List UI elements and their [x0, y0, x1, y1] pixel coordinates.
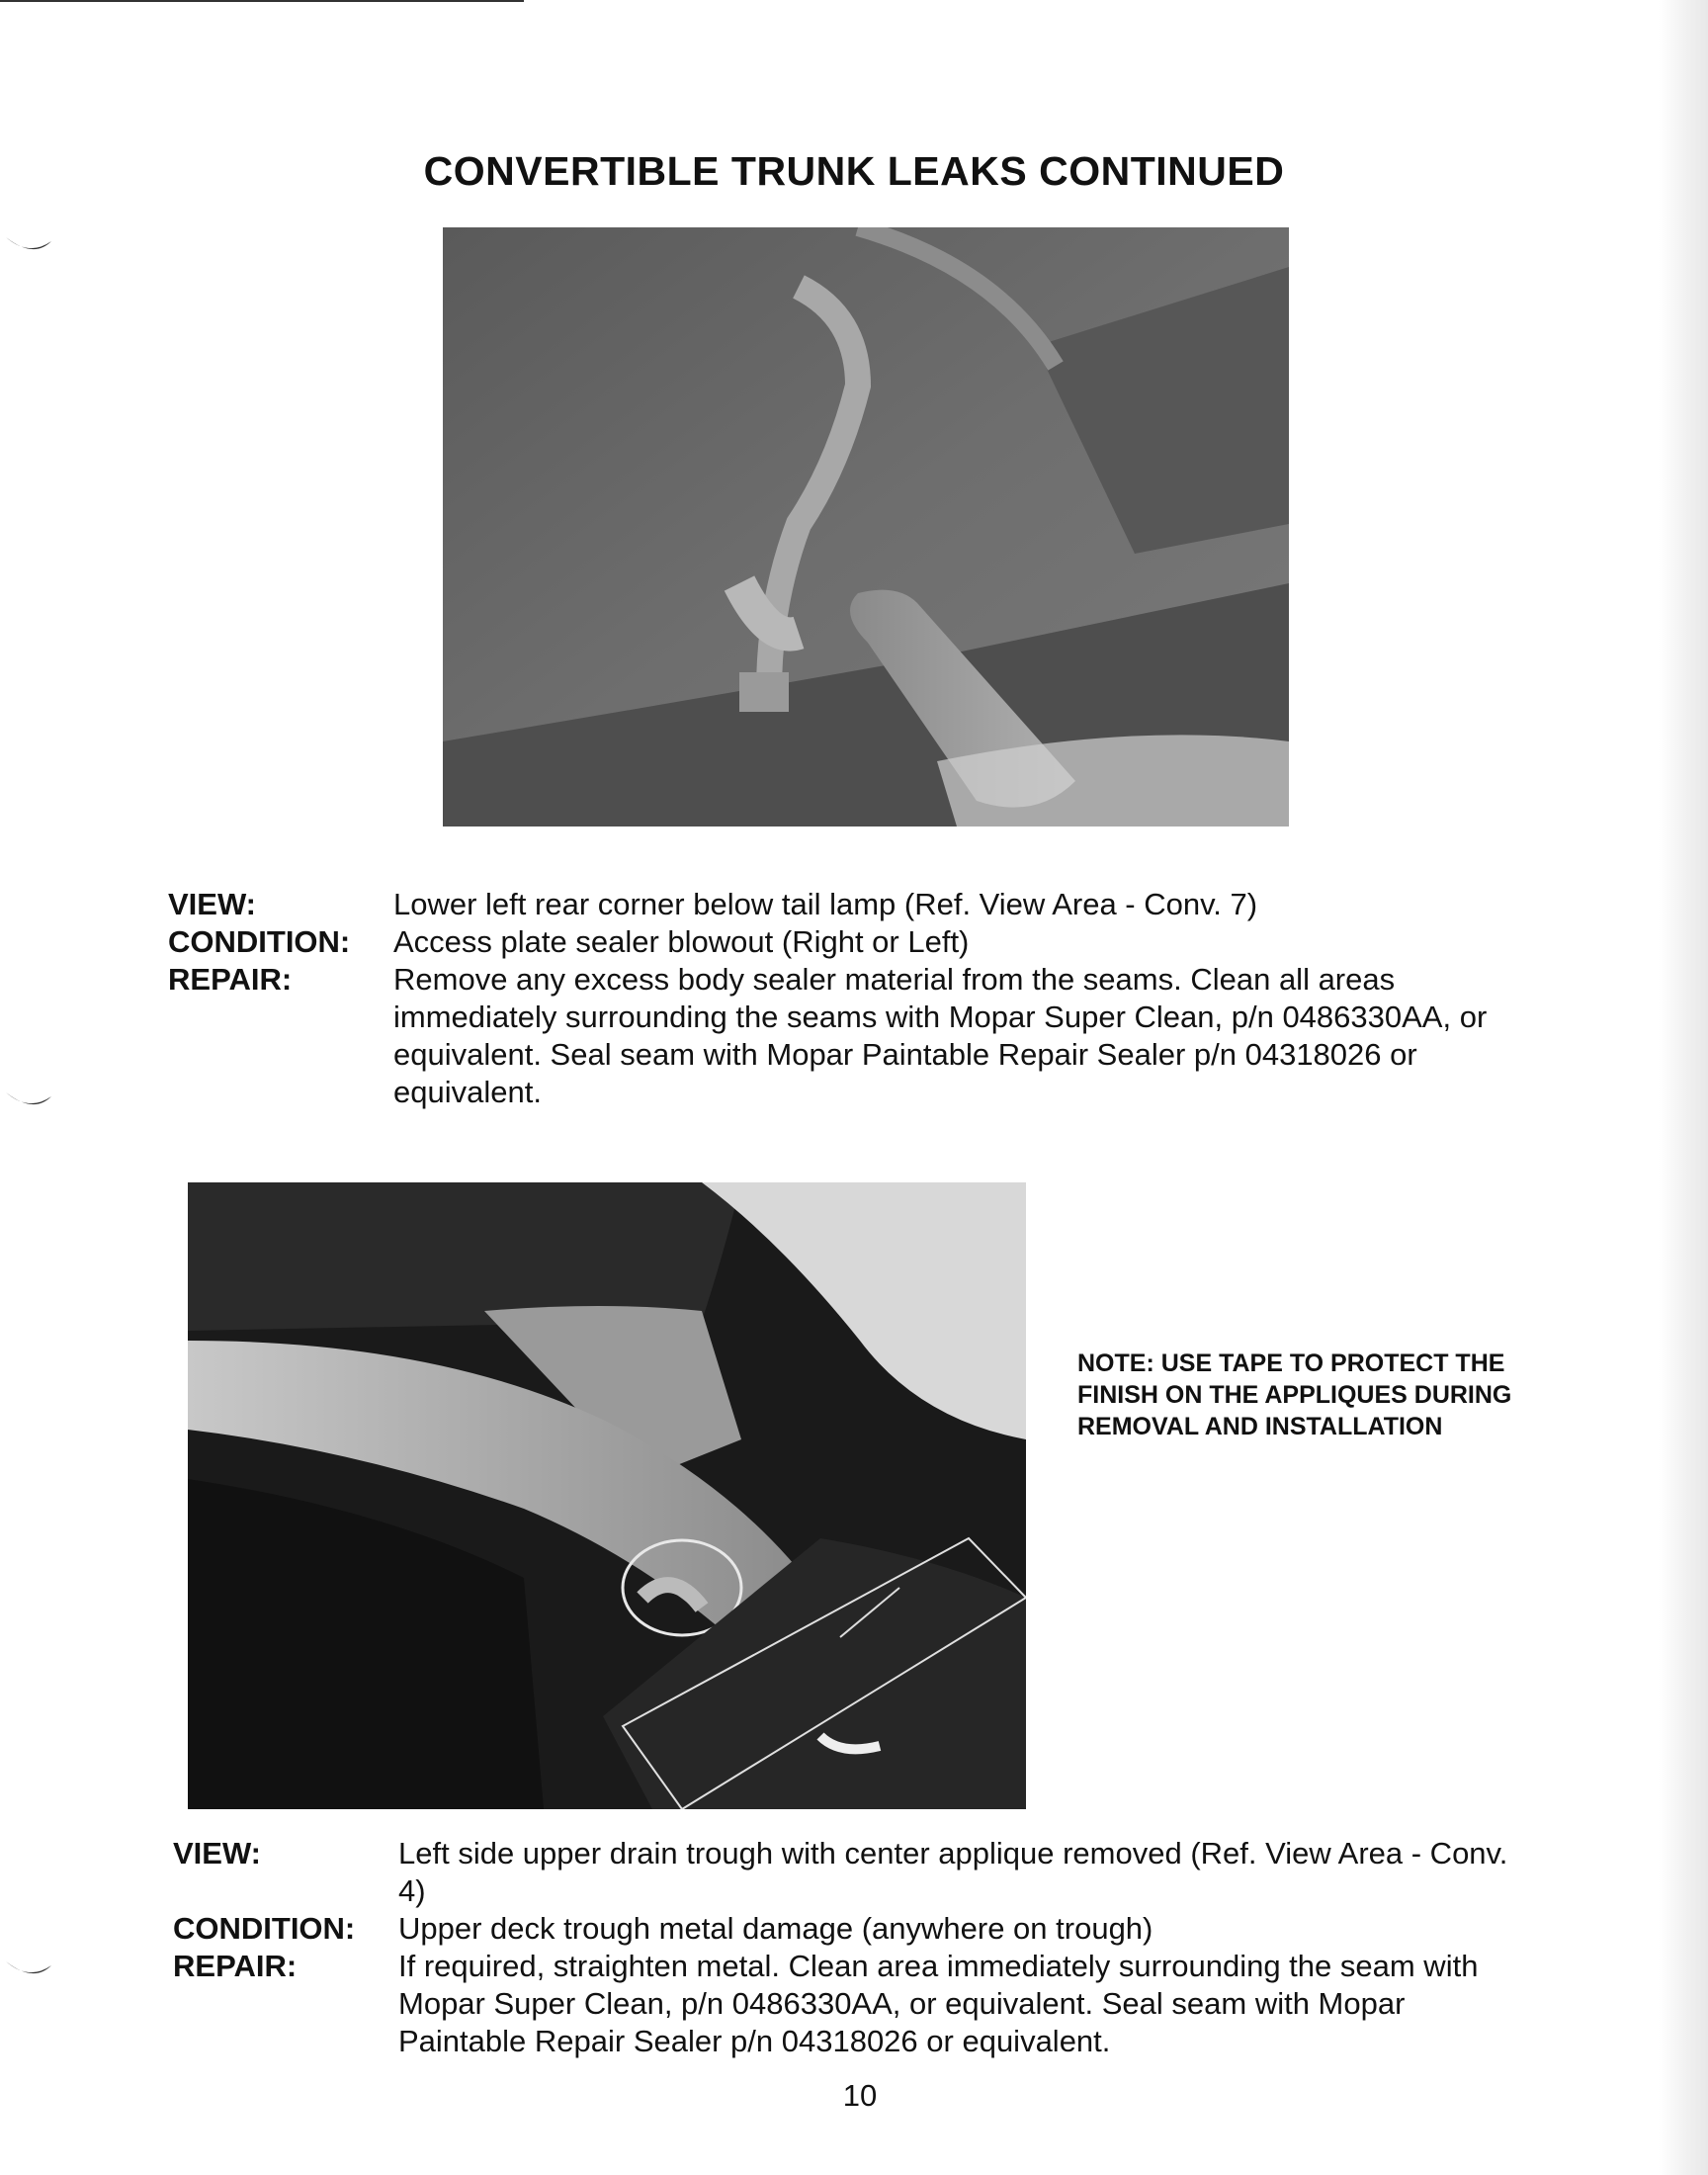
binder-hole-shadow — [4, 235, 53, 261]
condition-text: Access plate sealer blowout (Right or Left) — [393, 924, 970, 959]
view-text: Left side upper drain trough with center applique removed (Ref. View Area - Conv. 4) — [398, 1836, 1508, 1908]
repair-row — [168, 961, 1552, 1111]
repair-row — [173, 1948, 1557, 2060]
view-label: VIEW: — [168, 887, 256, 921]
binder-hole-shadow — [4, 1959, 53, 1985]
repair-entry-1 — [168, 886, 1552, 1111]
drain-trough-photo — [188, 1182, 1026, 1809]
repair-entry-2 — [173, 1835, 1557, 2060]
scan-top-line — [0, 0, 524, 2]
condition-row — [168, 923, 1552, 961]
view-text: Lower left rear corner below tail lamp (Ref. View Area - Conv. 7) — [393, 887, 1258, 921]
condition-label: CONDITION: — [173, 1911, 356, 1946]
binder-hole-shadow — [4, 1090, 53, 1116]
sealer-blowout-photo — [443, 227, 1289, 826]
condition-row — [173, 1910, 1557, 1948]
view-label: VIEW: — [173, 1836, 261, 1870]
repair-text: Remove any excess body sealer material from the seams. Clean all areas immediately surrounding the seams with Mopar Super Clean, p/n 0486330AA, or equivalent. Seal seam with Mopar Paintable Repair Sealer p/n 04318026 or equivalent. — [393, 962, 1488, 1109]
scan-right-edge — [1659, 0, 1708, 2175]
repair-text: If required, straighten metal. Clean area immediately surrounding the seam with Mopar Super Clean, p/n 0486330AA, or equivalent. Seal seam with Mopar Paintable Repair Sealer p/n 04318026 or equivalent. — [398, 1949, 1479, 2058]
condition-text: Upper deck trough metal damage (anywhere on trough) — [398, 1911, 1153, 1946]
condition-label: CONDITION: — [168, 924, 351, 959]
note-text: NOTE: USE TAPE TO PROTECT THE FINISH ON THE APPLIQUES DURING REMOVAL AND INSTALLATION — [1077, 1349, 1512, 1440]
view-row — [168, 886, 1552, 923]
view-row — [173, 1835, 1557, 1910]
repair-label: REPAIR: — [173, 1949, 298, 1983]
page-title: CONVERTIBLE TRUNK LEAKS CONTINUED — [423, 148, 1285, 194]
repair-label: REPAIR: — [168, 962, 293, 997]
page-number: 10 — [842, 2078, 878, 2113]
